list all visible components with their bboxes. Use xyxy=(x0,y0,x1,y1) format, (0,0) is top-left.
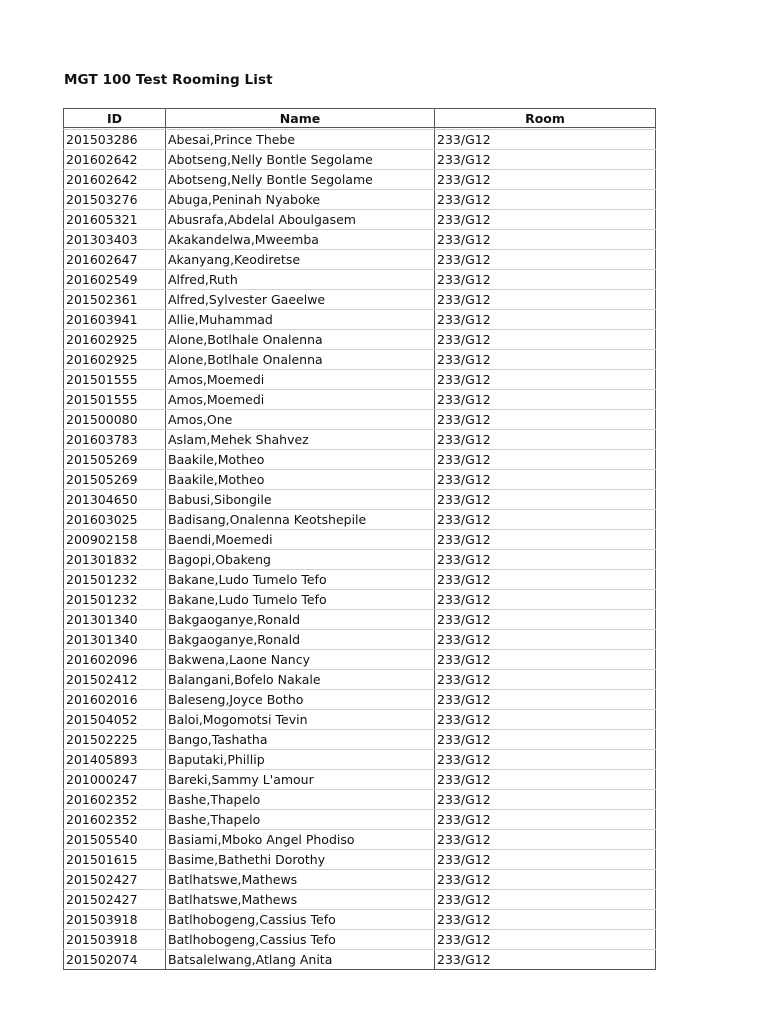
cell-room: 233/G12 xyxy=(435,630,656,650)
cell-name: Bakane,Ludo Tumelo Tefo xyxy=(166,590,435,610)
cell-room: 233/G12 xyxy=(435,850,656,870)
cell-name: Bakwena,Laone Nancy xyxy=(166,650,435,670)
column-header-id: ID xyxy=(64,109,166,128)
cell-room: 233/G12 xyxy=(435,670,656,690)
cell-room: 233/G12 xyxy=(435,910,656,930)
table-row xyxy=(64,930,656,950)
cell-id: 201301340 xyxy=(64,610,166,630)
cell-name: Basime,Bathethi Dorothy xyxy=(166,850,435,870)
cell-id: 201303403 xyxy=(64,230,166,250)
table-row xyxy=(64,950,656,970)
cell-id: 201502225 xyxy=(64,730,166,750)
cell-id: 201603941 xyxy=(64,310,166,330)
cell-name: Batlhobogeng,Cassius Tefo xyxy=(166,910,435,930)
cell-name: Abotseng,Nelly Bontle Segolame xyxy=(166,170,435,190)
cell-id: 201504052 xyxy=(64,710,166,730)
cell-room: 233/G12 xyxy=(435,470,656,490)
table-row xyxy=(64,510,656,530)
document-title: MGT 100 Test Rooming List xyxy=(64,72,273,88)
cell-name: Baendi,Moemedi xyxy=(166,530,435,550)
table-row xyxy=(64,810,656,830)
cell-id: 200902158 xyxy=(64,530,166,550)
cell-id: 201603025 xyxy=(64,510,166,530)
cell-room: 233/G12 xyxy=(435,230,656,250)
table-row xyxy=(64,150,656,170)
cell-room: 233/G12 xyxy=(435,210,656,230)
table-row xyxy=(64,190,656,210)
table-row xyxy=(64,270,656,290)
cell-room: 233/G12 xyxy=(435,130,656,150)
table-row xyxy=(64,770,656,790)
cell-room: 233/G12 xyxy=(435,690,656,710)
cell-room: 233/G12 xyxy=(435,790,656,810)
table-row xyxy=(64,170,656,190)
cell-room: 233/G12 xyxy=(435,750,656,770)
cell-name: Bashe,Thapelo xyxy=(166,790,435,810)
cell-name: Batsalelwang,Atlang Anita xyxy=(166,950,435,970)
cell-room: 233/G12 xyxy=(435,250,656,270)
cell-name: Abuga,Peninah Nyaboke xyxy=(166,190,435,210)
table-row xyxy=(64,570,656,590)
cell-name: Bakgaoganye,Ronald xyxy=(166,610,435,630)
cell-id: 201304650 xyxy=(64,490,166,510)
table-row xyxy=(64,310,656,330)
cell-id: 201501615 xyxy=(64,850,166,870)
cell-name: Abotseng,Nelly Bontle Segolame xyxy=(166,150,435,170)
cell-name: Batlhobogeng,Cassius Tefo xyxy=(166,930,435,950)
cell-name: Bareki,Sammy L'amour xyxy=(166,770,435,790)
cell-id: 201602647 xyxy=(64,250,166,270)
cell-room: 233/G12 xyxy=(435,810,656,830)
cell-room: 233/G12 xyxy=(435,930,656,950)
cell-id: 201602642 xyxy=(64,150,166,170)
cell-name: Alfred,Ruth xyxy=(166,270,435,290)
cell-name: Babusi,Sibongile xyxy=(166,490,435,510)
table-row xyxy=(64,850,656,870)
cell-name: Batlhatswe,Mathews xyxy=(166,890,435,910)
table-row xyxy=(64,610,656,630)
cell-name: Alfred,Sylvester Gaeelwe xyxy=(166,290,435,310)
cell-id: 201602925 xyxy=(64,330,166,350)
table-row xyxy=(64,750,656,770)
cell-room: 233/G12 xyxy=(435,610,656,630)
cell-room: 233/G12 xyxy=(435,570,656,590)
cell-id: 201505269 xyxy=(64,450,166,470)
cell-room: 233/G12 xyxy=(435,730,656,750)
cell-id: 201503276 xyxy=(64,190,166,210)
cell-id: 201301832 xyxy=(64,550,166,570)
cell-name: Aslam,Mehek Shahvez xyxy=(166,430,435,450)
table-row xyxy=(64,290,656,310)
table-row xyxy=(64,590,656,610)
cell-id: 201503918 xyxy=(64,930,166,950)
table-row xyxy=(64,210,656,230)
cell-id: 201505540 xyxy=(64,830,166,850)
cell-room: 233/G12 xyxy=(435,350,656,370)
table-row xyxy=(64,450,656,470)
cell-id: 201603783 xyxy=(64,430,166,450)
cell-room: 233/G12 xyxy=(435,590,656,610)
cell-room: 233/G12 xyxy=(435,170,656,190)
cell-id: 201501232 xyxy=(64,570,166,590)
cell-room: 233/G12 xyxy=(435,770,656,790)
cell-room: 233/G12 xyxy=(435,270,656,290)
cell-room: 233/G12 xyxy=(435,390,656,410)
column-header-room: Room xyxy=(435,109,656,128)
cell-name: Akanyang,Keodiretse xyxy=(166,250,435,270)
cell-id: 201505269 xyxy=(64,470,166,490)
table-row xyxy=(64,330,656,350)
table-row xyxy=(64,790,656,810)
cell-name: Bango,Tashatha xyxy=(166,730,435,750)
cell-name: Baloi,Mogomotsi Tevin xyxy=(166,710,435,730)
table-row xyxy=(64,670,656,690)
cell-room: 233/G12 xyxy=(435,370,656,390)
cell-name: Baakile,Motheo xyxy=(166,450,435,470)
cell-id: 201602925 xyxy=(64,350,166,370)
table-row xyxy=(64,910,656,930)
table-row xyxy=(64,430,656,450)
cell-id: 201502427 xyxy=(64,890,166,910)
cell-room: 233/G12 xyxy=(435,430,656,450)
cell-room: 233/G12 xyxy=(435,870,656,890)
cell-id: 201602352 xyxy=(64,790,166,810)
cell-id: 201405893 xyxy=(64,750,166,770)
table-body xyxy=(64,128,656,970)
cell-id: 201602096 xyxy=(64,650,166,670)
table-row xyxy=(64,390,656,410)
cell-id: 201501232 xyxy=(64,590,166,610)
header-row xyxy=(64,109,656,128)
cell-name: Alone,Botlhale Onalenna xyxy=(166,350,435,370)
cell-name: Baputaki,Phillip xyxy=(166,750,435,770)
cell-room: 233/G12 xyxy=(435,310,656,330)
cell-id: 201503918 xyxy=(64,910,166,930)
cell-room: 233/G12 xyxy=(435,190,656,210)
cell-name: Bagopi,Obakeng xyxy=(166,550,435,570)
table-row xyxy=(64,710,656,730)
cell-room: 233/G12 xyxy=(435,950,656,970)
cell-id: 201503286 xyxy=(64,130,166,150)
cell-name: Abusrafa,Abdelal Aboulgasem xyxy=(166,210,435,230)
table-row xyxy=(64,410,656,430)
table-row xyxy=(64,250,656,270)
table-row xyxy=(64,230,656,250)
rooming-table xyxy=(63,108,656,970)
cell-room: 233/G12 xyxy=(435,650,656,670)
table-row xyxy=(64,490,656,510)
cell-name: Bakgaoganye,Ronald xyxy=(166,630,435,650)
cell-name: Balangani,Bofelo Nakale xyxy=(166,670,435,690)
cell-id: 201502412 xyxy=(64,670,166,690)
cell-name: Amos,Moemedi xyxy=(166,390,435,410)
table-row xyxy=(64,870,656,890)
cell-id: 201000247 xyxy=(64,770,166,790)
cell-id: 201602549 xyxy=(64,270,166,290)
cell-name: Amos,Moemedi xyxy=(166,370,435,390)
cell-id: 201605321 xyxy=(64,210,166,230)
cell-id: 201501555 xyxy=(64,390,166,410)
table-row xyxy=(64,830,656,850)
cell-room: 233/G12 xyxy=(435,890,656,910)
cell-id: 201502074 xyxy=(64,950,166,970)
cell-name: Baleseng,Joyce Botho xyxy=(166,690,435,710)
cell-room: 233/G12 xyxy=(435,550,656,570)
cell-name: Batlhatswe,Mathews xyxy=(166,870,435,890)
column-header-name: Name xyxy=(166,109,435,128)
cell-name: Basiami,Mboko Angel Phodiso xyxy=(166,830,435,850)
table-row xyxy=(64,370,656,390)
cell-name: Alone,Botlhale Onalenna xyxy=(166,330,435,350)
cell-room: 233/G12 xyxy=(435,150,656,170)
cell-room: 233/G12 xyxy=(435,830,656,850)
cell-room: 233/G12 xyxy=(435,710,656,730)
cell-name: Badisang,Onalenna Keotshepile xyxy=(166,510,435,530)
cell-name: Akakandelwa,Mweemba xyxy=(166,230,435,250)
cell-room: 233/G12 xyxy=(435,490,656,510)
table-row xyxy=(64,650,656,670)
cell-room: 233/G12 xyxy=(435,410,656,430)
cell-name: Abesai,Prince Thebe xyxy=(166,130,435,150)
cell-id: 201602352 xyxy=(64,810,166,830)
table-row xyxy=(64,730,656,750)
cell-id: 201502361 xyxy=(64,290,166,310)
cell-id: 201301340 xyxy=(64,630,166,650)
cell-name: Amos,One xyxy=(166,410,435,430)
cell-room: 233/G12 xyxy=(435,450,656,470)
table-row xyxy=(64,550,656,570)
cell-name: Bakane,Ludo Tumelo Tefo xyxy=(166,570,435,590)
cell-room: 233/G12 xyxy=(435,510,656,530)
cell-id: 201602016 xyxy=(64,690,166,710)
cell-name: Baakile,Motheo xyxy=(166,470,435,490)
cell-room: 233/G12 xyxy=(435,290,656,310)
cell-name: Bashe,Thapelo xyxy=(166,810,435,830)
table-row xyxy=(64,130,656,150)
cell-id: 201500080 xyxy=(64,410,166,430)
cell-id: 201501555 xyxy=(64,370,166,390)
table-row xyxy=(64,890,656,910)
cell-room: 233/G12 xyxy=(435,530,656,550)
table-row xyxy=(64,630,656,650)
table-row xyxy=(64,470,656,490)
cell-id: 201502427 xyxy=(64,870,166,890)
table-header xyxy=(64,109,656,128)
table-row xyxy=(64,530,656,550)
cell-id: 201602642 xyxy=(64,170,166,190)
table-row xyxy=(64,350,656,370)
cell-room: 233/G12 xyxy=(435,330,656,350)
cell-name: Allie,Muhammad xyxy=(166,310,435,330)
table-row xyxy=(64,690,656,710)
